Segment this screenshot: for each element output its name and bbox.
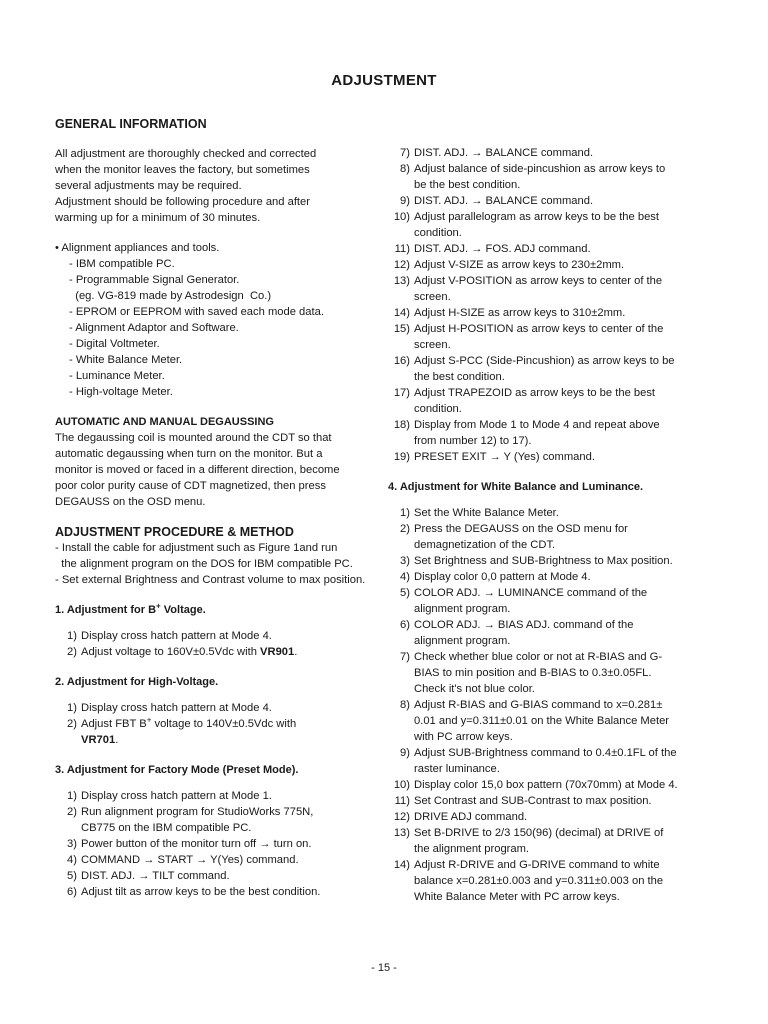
list-item	[388, 449, 693, 465]
list-item	[55, 628, 365, 644]
item-text: 0.01 and y=0.311±0.01 on the White Balance Meter	[414, 715, 670, 727]
item-number: 6)	[67, 886, 77, 898]
item-text: demagnetization of the CDT.	[414, 539, 556, 551]
item-number: 10)	[393, 211, 410, 223]
item-text: Adjust voltage to 160V±0.5Vdc with	[81, 646, 261, 658]
item-number: 1)	[67, 702, 77, 714]
list-item	[388, 793, 693, 809]
list-item	[388, 209, 693, 241]
item-text: Adjust V-SIZE as arrow keys to 230±2mm.	[414, 259, 625, 271]
section-2-heading: 2. Adjustment for High-Voltage.	[55, 676, 219, 688]
list-item: - IBM compatible PC.	[69, 258, 175, 270]
section-4-steps	[388, 505, 693, 905]
item-number: 12)	[393, 811, 410, 823]
heading-text: Voltage.	[160, 604, 206, 616]
superscript-plus: +	[156, 601, 161, 611]
list-item: - Luminance Meter.	[69, 370, 165, 382]
item-text: voltage to 140V±0.5Vdc with	[151, 718, 297, 730]
general-information-paragraph	[55, 146, 365, 226]
right-column	[388, 145, 693, 905]
list-item	[388, 553, 693, 569]
item-number: 10)	[393, 779, 410, 791]
text-line: the alignment program on the DOS for IBM compatible PC.	[55, 558, 353, 570]
list-item: - Alignment Adaptor and Software.	[69, 322, 239, 334]
text-line: when the monitor leaves the factory, but sometimes	[55, 164, 310, 176]
superscript-plus: +	[146, 715, 152, 725]
section-2-steps	[55, 700, 365, 748]
item-number: 2)	[67, 806, 77, 818]
list-item	[388, 305, 693, 321]
item-text: condition.	[414, 403, 462, 415]
item-number: 7)	[400, 651, 410, 663]
list-item: - Programmable Signal Generator.	[69, 274, 240, 286]
list-item	[388, 385, 693, 417]
item-number: 2)	[67, 718, 77, 730]
item-number: 3)	[67, 838, 77, 850]
item-text: DIST. ADJ. → BALANCE command.	[414, 195, 594, 207]
item-number: 3)	[400, 555, 410, 567]
list-item	[388, 257, 693, 273]
item-number: 14)	[393, 307, 410, 319]
item-number: 19)	[393, 451, 410, 463]
item-text: Display color 0,0 pattern at Mode 4.	[414, 571, 591, 583]
list-item	[388, 241, 693, 257]
item-number: 16)	[393, 355, 410, 367]
section-4-heading: 4. Adjustment for White Balance and Luminance.	[388, 481, 644, 493]
section-3-heading: 3. Adjustment for Factory Mode (Preset Mode).	[55, 764, 299, 776]
list-item	[55, 788, 365, 804]
section-1-steps	[55, 628, 365, 660]
list-item: - White Balance Meter.	[69, 354, 183, 366]
item-text: Adjust S-PCC (Side-Pincushion) as arrow keys to be	[414, 355, 675, 367]
text-line: - Set external Brightness and Contrast volume to max position.	[55, 574, 366, 586]
section-3-steps-left	[55, 788, 365, 900]
item-text: White Balance Meter with PC arrow keys.	[414, 891, 620, 903]
item-number: 9)	[400, 195, 410, 207]
item-text: the alignment program.	[414, 843, 530, 855]
section-3-steps-right	[388, 145, 693, 465]
list-item	[388, 417, 693, 449]
list-item	[55, 716, 365, 748]
item-text: screen.	[414, 339, 451, 351]
item-text: Set Brightness and SUB-Brightness to Max position.	[414, 555, 673, 567]
item-text: Set B-DRIVE to 2/3 150(96) (decimal) at DRIVE of	[414, 827, 664, 839]
degaussing-paragraph	[55, 430, 365, 510]
item-number: 2)	[400, 523, 410, 535]
list-item	[388, 697, 693, 745]
item-number: 7)	[400, 147, 410, 159]
item-text: Display from Mode 1 to Mode 4 and repeat above	[414, 419, 660, 431]
text-line: The degaussing coil is mounted around the CDT so that	[55, 432, 332, 444]
item-text: Adjust V-POSITION as arrow keys to center of the	[414, 275, 663, 287]
list-item	[388, 569, 693, 585]
list-item: - Digital Voltmeter.	[69, 338, 160, 350]
item-text: Set the White Balance Meter.	[414, 507, 559, 519]
item-text: PRESET EXIT → Y (Yes) command.	[414, 451, 595, 463]
item-number: 11)	[394, 243, 410, 255]
item-text: .	[115, 734, 119, 746]
list-item	[55, 868, 365, 884]
list-item	[388, 809, 693, 825]
item-text: Display color 15,0 box pattern (70x70mm) at Mode 4.	[414, 779, 678, 791]
item-text: Adjust balance of side-pincushion as arrow keys to	[414, 163, 666, 175]
item-number: 5)	[67, 870, 77, 882]
item-text: screen.	[414, 291, 451, 303]
text-line: Adjustment should be following procedure and after	[55, 196, 310, 208]
item-text: condition.	[414, 227, 462, 239]
list-item	[388, 321, 693, 353]
item-number: 11)	[394, 795, 410, 807]
item-text-bold: VR901	[260, 646, 295, 658]
item-number: 8)	[400, 699, 410, 711]
item-text: BIAS to min position and B-BIAS to 0.3±0.05FL.	[414, 667, 652, 679]
list-item	[388, 649, 693, 697]
degaussing-heading: AUTOMATIC AND MANUAL DEGAUSSING	[55, 416, 274, 428]
item-text: be the best condition.	[414, 179, 521, 191]
heading-text: 1. Adjustment for B	[55, 604, 157, 616]
item-text: .	[294, 646, 298, 658]
list-item	[55, 852, 365, 868]
item-text: Press the DEGAUSS on the OSD menu for	[414, 523, 628, 535]
list-item	[55, 644, 365, 660]
item-text: DIST. ADJ. → FOS. ADJ command.	[414, 243, 591, 255]
section-1-heading	[55, 602, 365, 618]
item-text: Check whether blue color or not at R-BIAS and G-	[414, 651, 663, 663]
list-item	[388, 161, 693, 193]
list-item	[388, 617, 693, 649]
item-text: Adjust tilt as arrow keys to be the best condition.	[81, 886, 321, 898]
item-text: Adjust parallelogram as arrow keys to be the best	[414, 211, 660, 223]
item-text: Adjust H-SIZE as arrow keys to 310±2mm.	[414, 307, 626, 319]
item-number: 1)	[67, 790, 77, 802]
item-text: Check it's not blue color.	[414, 683, 535, 695]
item-number: 1)	[400, 507, 410, 519]
item-number: 12)	[393, 259, 410, 271]
text-line: DEGAUSS on the OSD menu.	[55, 496, 206, 508]
item-text: Adjust SUB-Brightness command to 0.4±0.1FL of the	[414, 747, 677, 759]
item-text: Run alignment program for StudioWorks 775N,	[81, 806, 314, 818]
item-number: 18)	[393, 419, 410, 431]
item-text: Set Contrast and SUB-Contrast to max position.	[414, 795, 652, 807]
text-line: - Install the cable for adjustment such as Figure 1and run	[55, 542, 338, 554]
general-information-heading: GENERAL INFORMATION	[55, 117, 207, 131]
item-text: Display cross hatch pattern at Mode 4.	[81, 702, 272, 714]
list-item	[55, 884, 365, 900]
item-number: 2)	[67, 646, 77, 658]
item-text: Adjust TRAPEZOID as arrow keys to be the best	[414, 387, 656, 399]
text-line: automatic degaussing when turn on the monitor. But a	[55, 448, 323, 460]
item-text: COMMAND → START → Y(Yes) command.	[81, 854, 299, 866]
list-item	[388, 825, 693, 857]
list-item	[55, 804, 365, 836]
text-line: several adjustments may be required.	[55, 180, 242, 192]
list-item	[388, 145, 693, 161]
page-number: - 15 -	[371, 962, 397, 974]
item-number: 17)	[393, 387, 410, 399]
text-line: warming up for a minimum of 30 minutes.	[55, 212, 261, 224]
text-line: poor color purity cause of CDT magnetized, then press	[55, 480, 326, 492]
item-text: Adjust R-BIAS and G-BIAS command to x=0.281±	[414, 699, 663, 711]
text-line: All adjustment are thoroughly checked and corrected	[55, 148, 317, 160]
list-item	[388, 353, 693, 385]
list-item: (eg. VG-819 made by Astrodesign Co.)	[69, 290, 272, 302]
item-number: 4)	[400, 571, 410, 583]
item-text: Adjust FBT B	[81, 718, 147, 730]
item-number: 8)	[400, 163, 410, 175]
item-text: with PC arrow keys.	[414, 731, 513, 743]
text-line: monitor is moved or faced in a different direction, become	[55, 464, 340, 476]
item-text: Display cross hatch pattern at Mode 4.	[81, 630, 272, 642]
appliances-title: • Alignment appliances and tools.	[55, 242, 220, 254]
item-number: 9)	[400, 747, 410, 759]
list-item	[388, 273, 693, 305]
item-number: 13)	[393, 275, 410, 287]
list-item	[55, 836, 365, 852]
list-item: - High-voltage Meter.	[69, 386, 173, 398]
list-item: - EPROM or EEPROM with saved each mode data.	[69, 306, 324, 318]
item-number: 1)	[67, 630, 77, 642]
appliances-list	[55, 240, 365, 400]
item-text: from number 12) to 17).	[414, 435, 532, 447]
page-title: ADJUSTMENT	[331, 72, 437, 89]
list-item	[388, 777, 693, 793]
item-text: alignment program.	[414, 603, 511, 615]
item-text: Display cross hatch pattern at Mode 1.	[81, 790, 272, 802]
item-text: DIST. ADJ. → TILT command.	[81, 870, 230, 882]
list-item	[388, 193, 693, 209]
list-item	[55, 700, 365, 716]
item-text: COLOR ADJ. → LUMINANCE command of the	[414, 587, 648, 599]
list-item	[388, 745, 693, 777]
item-text: Adjust R-DRIVE and G-DRIVE command to white	[414, 859, 660, 871]
item-text-bold: VR701	[81, 734, 116, 746]
item-number: 4)	[67, 854, 77, 866]
list-item	[388, 505, 693, 521]
procedure-paragraph	[55, 540, 365, 588]
item-text: the best condition.	[414, 371, 505, 383]
item-number: 15)	[393, 323, 410, 335]
item-text: CB775 on the IBM compatible PC.	[81, 822, 252, 834]
left-column	[55, 116, 365, 900]
list-item	[388, 521, 693, 553]
item-text: Adjust H-POSITION as arrow keys to center of the	[414, 323, 664, 335]
list-item	[388, 585, 693, 617]
list-item	[388, 857, 693, 905]
item-number: 5)	[400, 587, 410, 599]
item-text: DRIVE ADJ command.	[414, 811, 528, 823]
item-text: Power button of the monitor turn off → turn on.	[81, 838, 312, 850]
item-text: DIST. ADJ. → BALANCE command.	[414, 147, 594, 159]
item-number: 6)	[400, 619, 410, 631]
procedure-heading: ADJUSTMENT PROCEDURE & METHOD	[55, 525, 294, 539]
item-number: 14)	[393, 859, 410, 871]
item-text: raster luminance.	[414, 763, 500, 775]
item-text: balance x=0.281±0.003 and y=0.311±0.003 on the	[414, 875, 664, 887]
item-text: alignment program.	[414, 635, 511, 647]
item-number: 13)	[393, 827, 410, 839]
item-text: COLOR ADJ. → BIAS ADJ. command of the	[414, 619, 634, 631]
